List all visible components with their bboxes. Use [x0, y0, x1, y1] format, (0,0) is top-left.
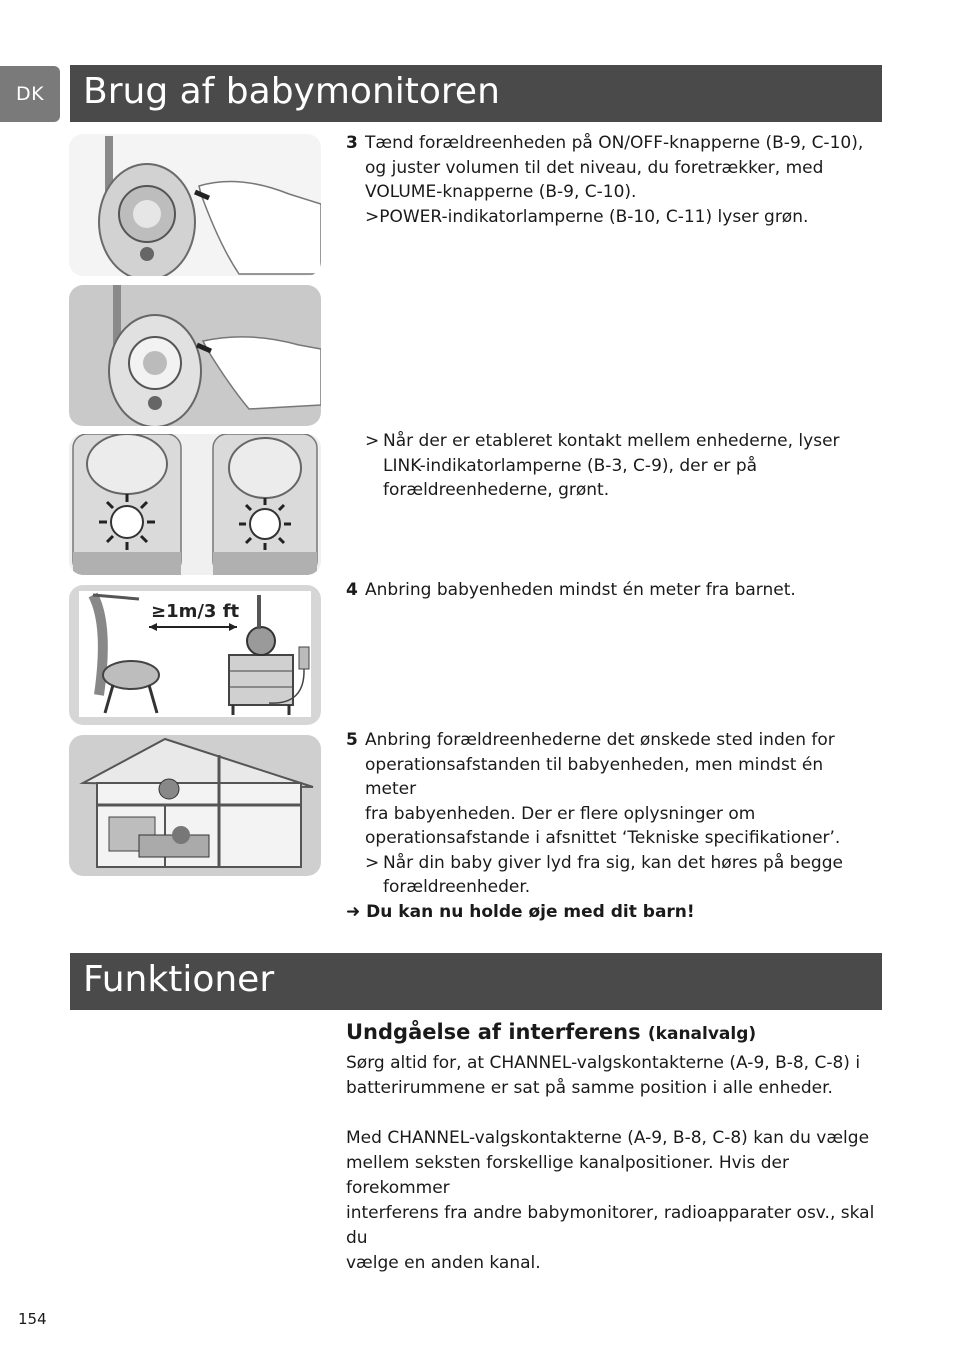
para-line: Sørg altid for, at CHANNEL-valgskontakterne (A-9, B-8, C-8) i	[346, 1053, 861, 1073]
note-line: forældreenheder.	[383, 877, 531, 897]
page-number: 154	[18, 1310, 47, 1328]
step-result: >POWER-indikatorlamperne (B-10, C-11) lyser grøn.	[365, 206, 809, 227]
para-line: batterirummene er sat på samme position i alle enheder.	[346, 1078, 833, 1098]
note-line: Når din baby giver lyd fra sig, kan det høres på begge	[383, 852, 843, 873]
step-line: Tænd forældreenheden på ON/OFF-knapperne (B-9, C-10),	[365, 133, 864, 153]
para-line: Med CHANNEL-valgskontakterne (A-9, B-8, C-8) kan du vælge	[346, 1128, 870, 1148]
para-line: mellem seksten forskellige kanalpositioner. Hvis der forekommer	[346, 1153, 789, 1198]
step-line: operationsafstanden til babyenheden, men mindst én meter	[365, 754, 824, 799]
note-line: LINK-indikatorlamperne (B-3, C-9), der er på	[383, 455, 758, 476]
note-line: forældreenhederne, grønt.	[383, 480, 610, 500]
section-header-usage	[70, 65, 882, 122]
step-line: VOLUME-knapperne (B-9, C-10).	[365, 182, 637, 202]
note-line: Når der er etableret kontakt mellem enhederne, lyser	[383, 431, 840, 451]
final-note: ➜ Du kan nu holde øje med dit barn!	[346, 902, 695, 922]
step-5	[346, 728, 876, 900]
heading-suffix: (kanalvalg)	[647, 1024, 757, 1044]
section-title: Brug af babymonitoren	[83, 71, 500, 112]
step-text: Anbring babyenheden mindst én meter fra barnet.	[365, 580, 796, 600]
language-tab: DK	[0, 66, 60, 122]
para-line: interferens fra andre babymonitorer, radioapparater osv., skal du	[346, 1203, 875, 1248]
step-line: fra babyenheden. Der er flere oplysninger om	[365, 803, 756, 824]
heading-main: Undgåelse af interferens	[346, 1020, 641, 1044]
step-number: 3	[346, 133, 358, 153]
bullet-marker: >	[365, 431, 380, 451]
step-number: 4	[346, 580, 358, 600]
bullet-marker: >	[365, 852, 380, 873]
illustration-house	[69, 735, 321, 876]
interference-paragraph-1	[346, 1051, 886, 1101]
step-3	[346, 131, 876, 229]
section-header-functions	[70, 953, 882, 1010]
step-number: 5	[346, 730, 358, 750]
para-line: vælge en anden kanal.	[346, 1253, 541, 1273]
step-line: Anbring forældreenhederne det ønskede sted inden for	[365, 730, 835, 750]
distance-label: ≥1m/3 ft	[151, 601, 240, 622]
interference-heading	[346, 1020, 756, 1044]
interference-paragraph-2	[346, 1126, 886, 1276]
link-note	[346, 429, 876, 503]
section-title: Funktioner	[83, 959, 275, 1000]
illustration-link-lights	[69, 434, 321, 575]
step-4	[346, 578, 876, 603]
illustration-volume	[69, 285, 321, 426]
illustration-distance	[69, 585, 321, 725]
illustration-power-on	[69, 134, 321, 276]
step-line: operationsafstande i afsnittet ‘Tekniske specifikationer’.	[365, 828, 841, 848]
step-line: og juster volumen til det niveau, du foretrækker, med	[365, 157, 824, 178]
